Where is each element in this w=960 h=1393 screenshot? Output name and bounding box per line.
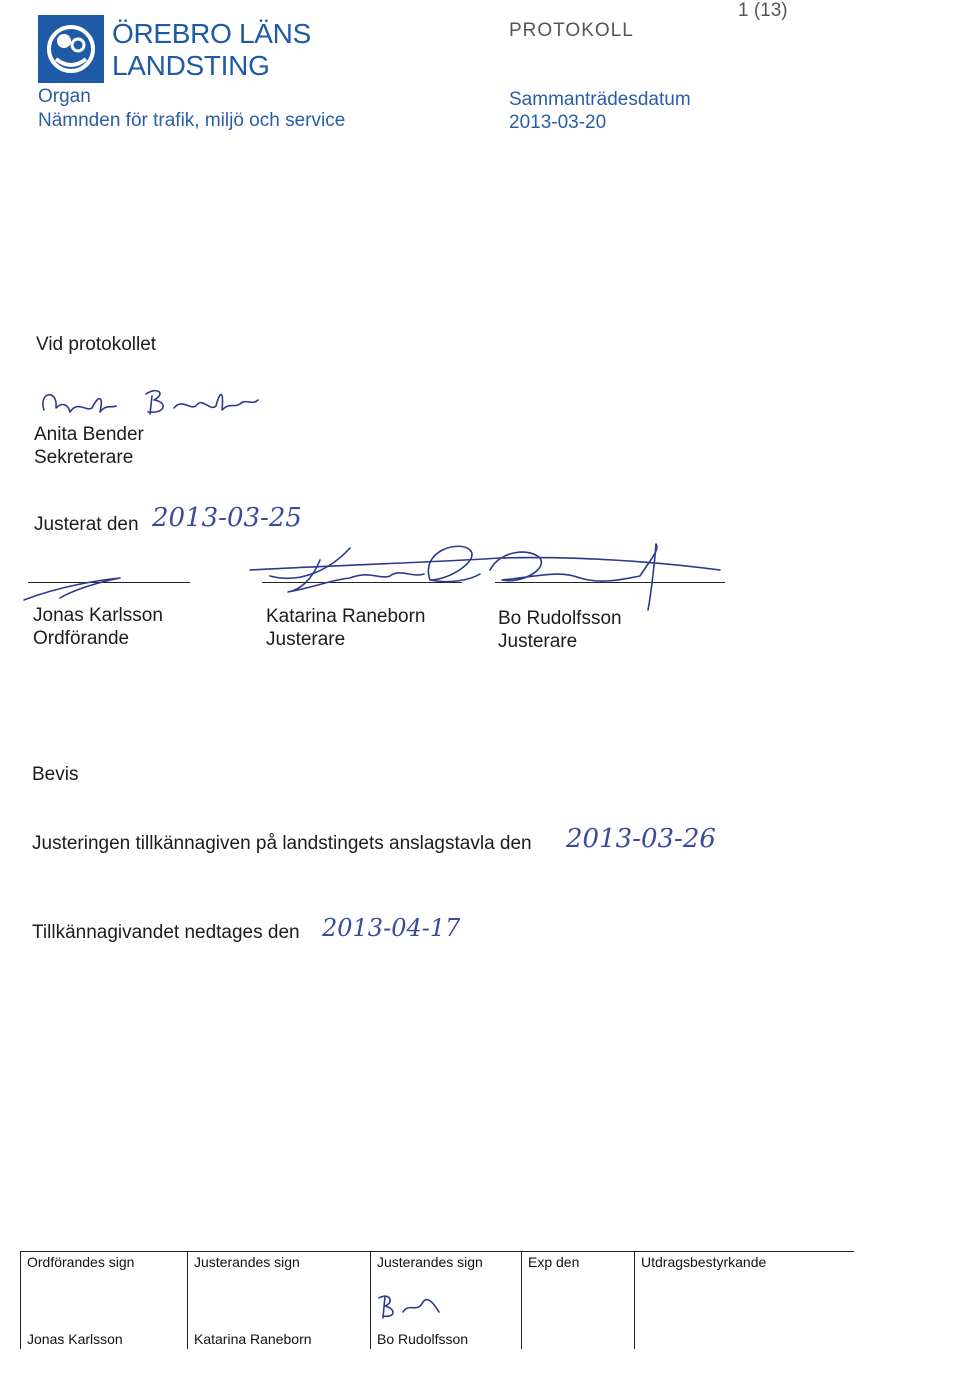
signature-footer-table <box>20 1251 854 1349</box>
secretary-signature <box>34 382 264 422</box>
footer-header-certification: Utdragsbestyrkande <box>641 1254 767 1270</box>
footer-cell-certification <box>635 1252 855 1350</box>
footer-header-exp-date: Exp den <box>528 1254 580 1270</box>
minutes-label: Vid protokollet <box>36 334 157 355</box>
date-label: Sammanträdesdatum <box>509 89 691 110</box>
adjusted-label: Justerat den <box>34 514 139 535</box>
proof-title: Bevis <box>32 764 79 785</box>
footer-header-adjuster-1: Justerandes sign <box>194 1254 300 1270</box>
signatory-2-role: Justerare <box>266 629 346 650</box>
footer-header-adjuster-2: Justerandes sign <box>377 1254 483 1270</box>
signatory-1-role: Ordförande <box>33 628 130 649</box>
footer-cell-adjuster-2 <box>371 1252 522 1350</box>
adjusted-date-handwritten: 2013-03-25 <box>152 503 302 533</box>
footer-value-adjuster-1: Katarina Raneborn <box>194 1331 312 1347</box>
footer-header-chair: Ordförandes sign <box>27 1254 135 1270</box>
footer-cell-adjuster-1 <box>188 1252 371 1350</box>
proof-removed-label: Tillkännagivandet nedtages den <box>32 922 300 943</box>
organ-value: Nämnden för trafik, miljö och service <box>38 110 346 131</box>
signatory-1-name: Jonas Karlsson <box>33 605 163 626</box>
landsting-logo-icon <box>38 15 104 83</box>
doc-type: PROTOKOLL <box>509 20 634 41</box>
date-value: 2013-03-20 <box>509 112 607 133</box>
footer-initials-signature <box>375 1288 445 1324</box>
proof-removed-date-handwritten: 2013-04-17 <box>322 914 461 942</box>
organ-label: Organ <box>38 86 91 107</box>
footer-value-adjuster-2: Bo Rudolfsson <box>377 1331 469 1347</box>
footer-value-chair: Jonas Karlsson <box>27 1331 123 1347</box>
secretary-role: Sekreterare <box>34 447 134 468</box>
proof-announced-date-handwritten: 2013-03-26 <box>566 824 716 854</box>
secretary-name: Anita Bender <box>34 424 144 445</box>
page-number: 1 (13) <box>738 0 788 21</box>
footer-cell-exp-date <box>522 1252 635 1350</box>
org-name-line1: ÖREBRO LÄNS <box>112 18 311 49</box>
signatory-3-role: Justerare <box>498 631 578 652</box>
proof-announced-label: Justeringen tillkännagiven på landstingets anslagstavla den <box>32 833 532 854</box>
signatory-3-name: Bo Rudolfsson <box>498 608 622 629</box>
org-name-line2: LANDSTING <box>112 50 270 81</box>
signatory-2-name: Katarina Raneborn <box>266 606 426 627</box>
footer-cell-chair <box>21 1252 188 1350</box>
